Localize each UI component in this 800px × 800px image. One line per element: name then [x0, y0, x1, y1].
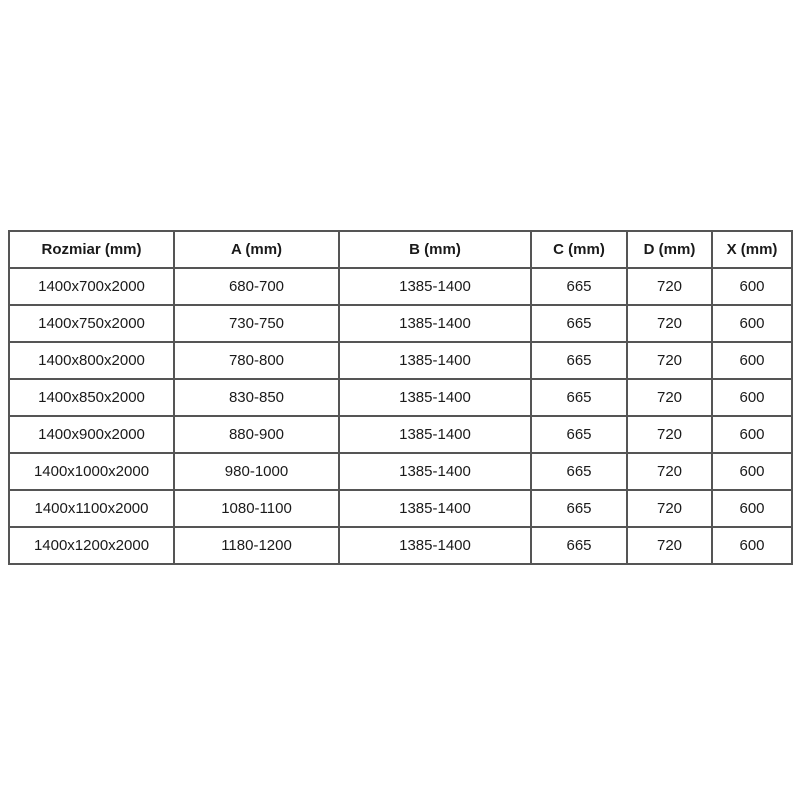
table-row — [9, 453, 792, 490]
table-row — [9, 527, 792, 564]
header-cell-b: B (mm) — [339, 231, 531, 268]
header-cell-d: D (mm) — [627, 231, 712, 268]
table-cell: 1385-1400 — [339, 379, 531, 416]
table-cell: 720 — [627, 305, 712, 342]
table-row — [9, 490, 792, 527]
table-cell: 720 — [627, 379, 712, 416]
table-cell: 1400x800x2000 — [9, 342, 174, 379]
table-cell: 1400x700x2000 — [9, 268, 174, 305]
table-cell: 1400x1100x2000 — [9, 490, 174, 527]
table-cell: 665 — [531, 342, 627, 379]
table-cell: 1385-1400 — [339, 527, 531, 564]
table-cell: 1400x1200x2000 — [9, 527, 174, 564]
table-row — [9, 342, 792, 379]
table-cell: 665 — [531, 268, 627, 305]
table-cell: 1385-1400 — [339, 453, 531, 490]
table-cell: 1385-1400 — [339, 305, 531, 342]
table-cell: 1385-1400 — [339, 490, 531, 527]
table-cell: 1400x900x2000 — [9, 416, 174, 453]
table-cell: 600 — [712, 305, 792, 342]
table-cell: 600 — [712, 527, 792, 564]
dimensions-table — [8, 230, 793, 565]
table-cell: 600 — [712, 268, 792, 305]
table-cell: 680-700 — [174, 268, 339, 305]
table-row — [9, 379, 792, 416]
table-row — [9, 268, 792, 305]
table-cell: 665 — [531, 379, 627, 416]
table-cell: 665 — [531, 527, 627, 564]
table-cell: 600 — [712, 342, 792, 379]
table-header-row — [9, 231, 792, 268]
table-row — [9, 416, 792, 453]
table-cell: 1080-1100 — [174, 490, 339, 527]
table-cell: 600 — [712, 453, 792, 490]
table-cell: 1180-1200 — [174, 527, 339, 564]
table-cell: 880-900 — [174, 416, 339, 453]
table-cell: 665 — [531, 305, 627, 342]
table-cell: 780-800 — [174, 342, 339, 379]
table-cell: 720 — [627, 416, 712, 453]
table-cell: 720 — [627, 527, 712, 564]
table-cell: 730-750 — [174, 305, 339, 342]
table-cell: 720 — [627, 490, 712, 527]
table-cell: 1400x850x2000 — [9, 379, 174, 416]
table-cell: 665 — [531, 416, 627, 453]
table-cell: 1385-1400 — [339, 416, 531, 453]
table-cell: 1400x1000x2000 — [9, 453, 174, 490]
header-cell-c: C (mm) — [531, 231, 627, 268]
table-cell: 665 — [531, 453, 627, 490]
table-cell: 1400x750x2000 — [9, 305, 174, 342]
table-cell: 1385-1400 — [339, 342, 531, 379]
table-cell: 1385-1400 — [339, 268, 531, 305]
table-cell: 665 — [531, 490, 627, 527]
header-cell-x: X (mm) — [712, 231, 792, 268]
table-cell: 830-850 — [174, 379, 339, 416]
table-row — [9, 305, 792, 342]
table-cell: 600 — [712, 416, 792, 453]
table-cell: 720 — [627, 453, 712, 490]
table-cell: 720 — [627, 268, 712, 305]
table-cell: 720 — [627, 342, 712, 379]
header-cell-rozmiar: Rozmiar (mm) — [9, 231, 174, 268]
table-cell: 980-1000 — [174, 453, 339, 490]
header-cell-a: A (mm) — [174, 231, 339, 268]
table-cell: 600 — [712, 379, 792, 416]
table-cell: 600 — [712, 490, 792, 527]
